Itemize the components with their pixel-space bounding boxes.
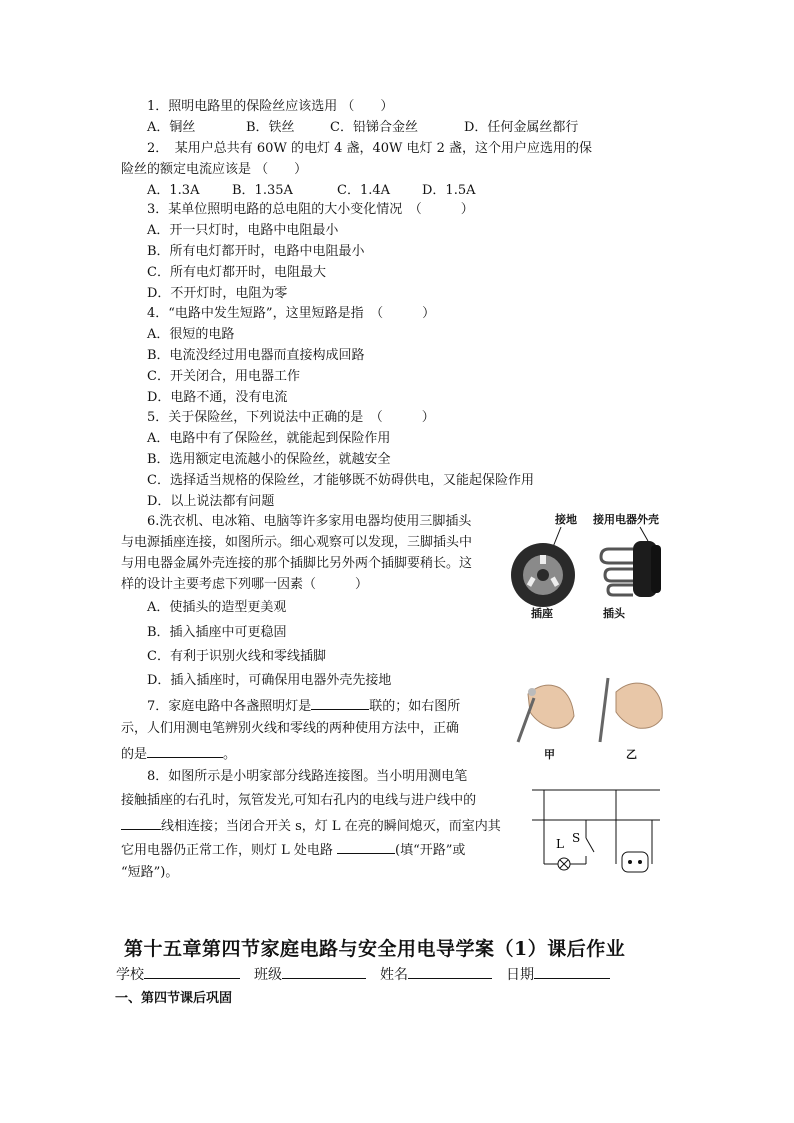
q2-option-b: B．1.35A xyxy=(232,183,293,198)
q6-plug-pin-upper xyxy=(605,569,633,581)
q6-figure-label-shell: 接用电器外壳 xyxy=(593,513,659,526)
q6-line3: 与用电器金属外壳连接的那个插脚比另外两个插脚要稍长。这 xyxy=(121,556,473,571)
info-name-field[interactable] xyxy=(408,965,492,979)
q8-socket xyxy=(622,852,648,872)
q8-line4-pre: 它用电器仍正常工作，则灯 L 处电路 xyxy=(121,843,333,858)
q7-line3-post: 。 xyxy=(223,747,237,762)
q2-stem-line2: 险丝的额定电流应该是 （ ） xyxy=(121,162,308,177)
q7-hand-right xyxy=(616,683,662,728)
q5-option-b: B．选用额定电流越小的保险丝，就越安全 xyxy=(147,452,391,467)
q7-line3-pre: 的是 xyxy=(121,747,148,762)
q8-socket-hole-right xyxy=(638,860,642,864)
q8-line1: 8．如图所示是小明家部分线路连接图。当小明用测电笔 xyxy=(147,769,468,784)
q2-option-c: C．1.4A xyxy=(337,183,391,198)
q7-blank-1[interactable] xyxy=(311,696,369,710)
q1-option-a: A．铜丝 xyxy=(147,120,196,135)
q1-option-c: C．铅锑合金丝 xyxy=(330,120,418,135)
q4-stem: 4．“电路中发生短路”，这里短路是指 （ ） xyxy=(147,306,436,321)
q7-pen-right xyxy=(600,678,608,742)
q3-option-a: A．开一只灯时，电路中电阻最小 xyxy=(147,223,339,238)
page-title: 第十五章第四节家庭电路与安全用电导学案（1）课后作业 xyxy=(124,938,626,960)
q5-stem: 5．关于保险丝，下列说法中正确的是 （ ） xyxy=(147,410,435,425)
q4-option-b: B．电流没经过用电器而直接构成回路 xyxy=(147,348,365,363)
q4-option-c: C．开关闭合，用电器工作 xyxy=(147,369,300,384)
q6-line4: 样的设计主要考虑下列哪一因素（ ） xyxy=(121,577,369,592)
q3-option-c: C．所有电灯都开时，电阻最大 xyxy=(147,265,326,280)
q8-line5: “短路”)。 xyxy=(121,865,179,880)
q6-line1: 6.洗衣机、电冰箱、电脑等许多家用电器均使用三脚插头 xyxy=(147,514,472,529)
q6-line2: 与电源插座连接，如图所示。细心观察可以发现，三脚插头中 xyxy=(121,535,473,550)
q6-plug-cable-end xyxy=(651,545,661,593)
q3-option-b: B．所有电灯都开时，电路中电阻最小 xyxy=(147,244,365,259)
q4-option-d: D．电路不通，没有电流 xyxy=(147,390,288,405)
q6-plug-pin-lower xyxy=(608,585,633,595)
q6-option-d: D．插入插座时，可确保用电器外壳先接地 xyxy=(147,673,392,688)
q3-option-d: D．不开灯时，电阻为零 xyxy=(147,286,288,301)
q8-socket-hole-left xyxy=(628,860,632,864)
q6-figure-label-ground: 接地 xyxy=(555,513,577,526)
q6-shell-pointer xyxy=(640,527,648,541)
q8-line3-post: 线相连接；当闭合开关 s，灯 L 在亮的瞬间熄灭，而室内其 xyxy=(161,819,501,834)
q7-line2: 示，人们用测电笔辨别火线和零线的两种使用方法中，正确 xyxy=(121,721,460,736)
q7-blank-2[interactable] xyxy=(147,744,223,758)
info-class-field[interactable] xyxy=(282,965,366,979)
q8-line3 xyxy=(121,816,501,836)
q7-line1 xyxy=(147,696,460,716)
q7-pen-left xyxy=(518,698,534,742)
q6-figure-label-socket: 插座 xyxy=(531,607,553,620)
q8-line4-post: (填“开路”或 xyxy=(395,843,466,858)
q5-option-d: D．以上说法都有问题 xyxy=(147,494,275,509)
info-date-label: 日期 xyxy=(506,967,534,983)
q8-blank-1[interactable] xyxy=(121,816,161,830)
q8-switch-blade xyxy=(586,838,594,852)
q8-line2: 接触插座的右孔时，氖管发光,可知右孔内的电线与进户线中的 xyxy=(121,793,477,808)
q6-ground-pointer xyxy=(553,527,561,547)
q8-figure-label-L: L xyxy=(556,837,564,851)
q8-line4 xyxy=(121,840,465,860)
q7-figure-label-left: 甲 xyxy=(544,748,555,761)
q7-figure-label-right: 乙 xyxy=(626,748,637,761)
q7-line1-post: 联的；如右图所 xyxy=(369,699,461,714)
q6-option-b: B．插入插座中可更稳固 xyxy=(147,625,287,640)
q1-option-b: B．铁丝 xyxy=(246,120,295,135)
info-school-label: 学校 xyxy=(116,967,144,983)
q3-stem: 3．某单位照明电路的总电阻的大小变化情况 （ ） xyxy=(147,202,474,217)
q2-option-a: A．1.3A xyxy=(147,183,200,198)
info-line xyxy=(116,965,610,984)
info-school-field[interactable] xyxy=(144,965,240,979)
q2-option-d: D．1.5A xyxy=(422,183,476,198)
q5-option-c: C．选择适当规格的保险丝，才能够既不妨碍供电，又能起保险作用 xyxy=(147,473,534,488)
q2-stem-line1: 2． 某用户总共有 60W 的电灯 4 盏，40W 电灯 2 盏，这个用户应选用的保 xyxy=(147,141,593,156)
q4-option-a: A．很短的电路 xyxy=(147,327,235,342)
q6-socket-center xyxy=(537,569,549,581)
q5-option-a: A．电路中有了保险丝，就能起到保险作用 xyxy=(147,431,391,446)
q1-stem: 1．照明电路里的保险丝应该选用 （ ） xyxy=(147,99,394,114)
info-class-label: 班级 xyxy=(254,967,282,983)
q6-socket-hole-ground xyxy=(540,555,546,564)
q7-line3 xyxy=(121,744,236,764)
q6-option-a: A．使插头的造型更美观 xyxy=(147,600,287,615)
info-date-field[interactable] xyxy=(534,965,610,979)
q8-figure-label-S: S xyxy=(572,831,581,845)
info-name-label: 姓名 xyxy=(380,967,408,983)
q8-figure-circuit xyxy=(528,780,668,876)
q8-blank-2[interactable] xyxy=(337,840,395,854)
q1-option-d: D．任何金属丝都行 xyxy=(464,120,579,135)
q6-option-c: C．有利于识别火线和零线插脚 xyxy=(147,649,326,664)
q7-line1-pre: 7．家庭电路中各盏照明灯是 xyxy=(147,699,312,714)
q7-pen-left-cap xyxy=(528,688,536,696)
q6-figure-label-plug: 插头 xyxy=(603,607,625,620)
section-heading: 一、第四节课后巩固 xyxy=(115,991,233,1006)
q6-figure-socket-plug xyxy=(505,505,705,623)
q7-figure-test-pen xyxy=(508,668,668,764)
q6-plug-pin-long xyxy=(601,549,633,563)
